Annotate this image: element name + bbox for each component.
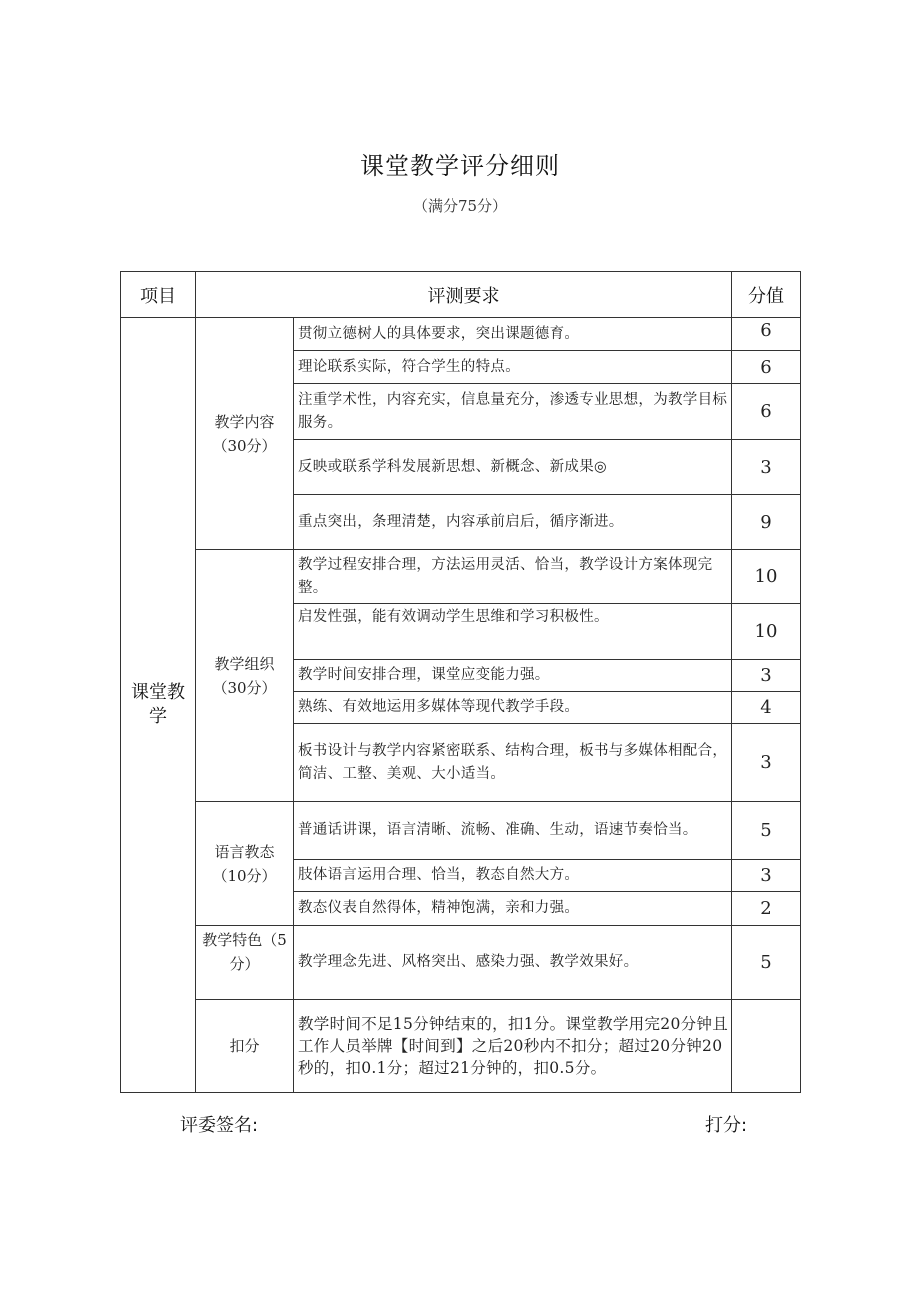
requirement-text: 重点突出，条理清楚，内容承前启后，循序渐进。 xyxy=(294,495,732,550)
document-title: 课堂教学评分细则 xyxy=(360,152,560,180)
header-score: 分值 xyxy=(732,272,801,318)
category-cell: 课堂教学 xyxy=(121,318,196,1093)
requirement-text: 教学时间安排合理，课堂应变能力强。 xyxy=(294,660,732,692)
score-value: 3 xyxy=(732,660,801,692)
score-value: 6 xyxy=(732,351,801,384)
requirement-text: 理论联系实际，符合学生的特点。 xyxy=(294,351,732,384)
requirement-text: 板书设计与教学内容紧密联系、结构合理，板书与多媒体相配合，简洁、工整、美观、大小适当。 xyxy=(294,724,732,802)
judge-signature-label: 评委签名: xyxy=(180,1115,259,1136)
header-project: 项目 xyxy=(121,272,196,318)
score-value: 10 xyxy=(732,550,801,604)
header-row xyxy=(121,272,801,318)
score-value: 5 xyxy=(732,802,801,860)
group-label-feature: 教学特色（5分） xyxy=(196,926,294,1000)
requirement-text: 熟练、有效地运用多媒体等现代教学手段。 xyxy=(294,692,732,724)
requirement-text: 教学过程安排合理，方法运用灵活、恰当，教学设计方案体现完整。 xyxy=(294,550,732,604)
table-row xyxy=(121,318,801,351)
requirement-text: 注重学术性，内容充实，信息量充分，渗透专业思想，为教学目标服务。 xyxy=(294,384,732,440)
requirement-text: 普通话讲课，语言清晰、流畅、准确、生动，语速节奏恰当。 xyxy=(294,802,732,860)
requirement-text: 反映或联系学科发展新思想、新概念、新成果◎ xyxy=(294,440,732,495)
requirement-text: 教学理念先进、风格突出、感染力强、教学效果好。 xyxy=(294,926,732,1000)
score-value: 2 xyxy=(732,892,801,926)
score-value: 5 xyxy=(732,926,801,1000)
score-label: 打分: xyxy=(705,1115,748,1136)
table-row xyxy=(121,802,801,860)
group-label-language: 语言教态（10分） xyxy=(196,802,294,926)
group-label-organization: 教学组织（30分） xyxy=(196,550,294,802)
table-row xyxy=(121,926,801,1000)
score-value: 3 xyxy=(732,724,801,802)
score-value: 3 xyxy=(732,440,801,495)
scoring-table xyxy=(120,271,801,1093)
requirement-text: 教学时间不足15分钟结束的，扣1分。课堂教学用完20分钟且工作人员举牌【时间到】之后20秒内不扣分；超过20分钟20秒的，扣0.1分；超过21分钟的，扣0.5分。 xyxy=(294,1000,732,1093)
group-label-deduction: 扣分 xyxy=(196,1000,294,1093)
score-value xyxy=(732,1000,801,1093)
requirement-text: 肢体语言运用合理、恰当，教态自然大方。 xyxy=(294,860,732,892)
document-subtitle: （满分75分） xyxy=(412,197,508,215)
header-requirement: 评测要求 xyxy=(196,272,732,318)
score-value: 3 xyxy=(732,860,801,892)
table-row xyxy=(121,1000,801,1093)
score-value: 6 xyxy=(732,384,801,440)
score-value: 6 xyxy=(732,318,801,351)
score-value: 10 xyxy=(732,604,801,660)
requirement-text: 贯彻立德树人的具体要求，突出课题德育。 xyxy=(294,318,732,351)
score-value: 4 xyxy=(732,692,801,724)
requirement-text: 教态仪表自然得体，精神饱满，亲和力强。 xyxy=(294,892,732,926)
table-row xyxy=(121,550,801,604)
score-value: 9 xyxy=(732,495,801,550)
group-label-content: 教学内容（30分） xyxy=(196,318,294,550)
requirement-text: 启发性强，能有效调动学生思维和学习积极性。 xyxy=(294,604,732,660)
